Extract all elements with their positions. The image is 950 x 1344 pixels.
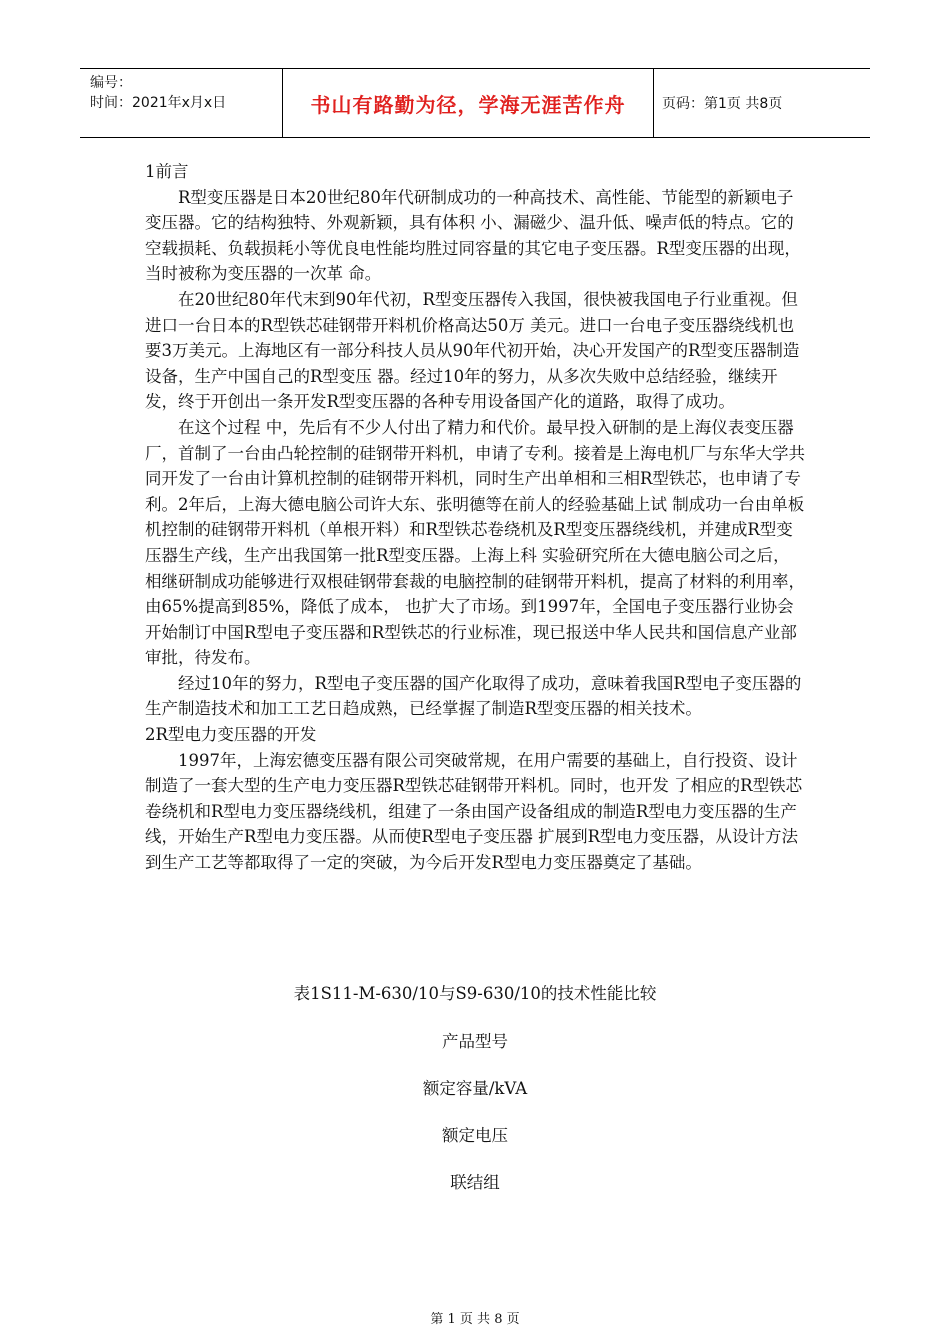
header-motto: 书山有路勤为径，学海无涯苦作舟 xyxy=(283,69,654,137)
time-label: 时间：2021年x月x日 xyxy=(90,95,227,111)
table-caption: 表1S11-M-630/10与S9-630/10的技术性能比较 xyxy=(293,984,657,1003)
page-footer: 第 1 页 共 8 页 xyxy=(430,1312,520,1327)
document-header xyxy=(80,68,870,138)
paragraph-1: R型变压器是日本20世纪80年代研制成功的一种高技术、高性能、节能型的新颖电子变压器。它的结构独特、外观新颖，具有体积 小、漏磁少、温升低、噪声低的特点。它的空载损耗、负载损耗小等优良电性能均胜过同容量的其它电子变压器。R型变压器的出现，当时被称为变压器的一次革 命。 xyxy=(145,187,801,284)
number-label: 编号： xyxy=(90,75,132,91)
paragraph-3: 在这个过程 中，先后有不少人付出了精力和代价。最早投入研制的是上海仪表变压器厂，首制了一台由凸轮控制的硅钢带开料机，申请了专利。接着是上海电机厂与东华大学共 同开发了一台由计算机控制的硅钢带开料机，同时生产出单相和三相R型铁芯，也申请了专利。2年后，上海大德电脑公司许大东、张明德等在前人的经验基础上试 制成功一台由单板机控制的硅钢带开料机（单根开料）和R型铁芯卷绕机及R型变压器绕线机，并建成R型变压器生产线，生产出我国第一批R型变压器。上海上科 实验研究所在大德电脑公司之后，相继研制成功能够进行双根硅钢带套裁的电脑控制的硅钢带开料机，提高了材料的利用率，由65%提高到85%，降低了成本， 也扩大了市场。到1997年，全国电子变压器行业协会开始制订中国R型电子变压器和R型铁芯的行业标准，现已报送中华人民共和国信息产业部审批，待发布。 xyxy=(145,417,805,668)
paragraph-4: 经过10年的努力，R型电子变压器的国产化取得了成功，意味着我国R型电子变压器的生产制造技术和加工工艺日趋成熟，已经掌握了制造R型变压器的相关技术。 xyxy=(145,673,802,719)
table-row-label: 额定电压 xyxy=(442,1126,508,1145)
table-row-label: 产品型号 xyxy=(442,1032,508,1051)
header-meta xyxy=(80,69,283,137)
paragraph-2: 在20世纪80年代末到90年代初，R型变压器传入我国，很快被我国电子行业重视。但进口一台日本的R型铁芯硅钢带开料机价格高达50万 美元。进口一台电子变压器绕线机也要3万美元。上海地区有一部分科技人员从90年代初开始，决心开发国产的R型变压器制造设备，生产中国自己的R型变压 器。经过10年的努力，从多次失败中总结经验，继续开发，终于开创出一条开发R型变压器的各种专用设备国产化的道路，取得了成功。 xyxy=(145,289,800,412)
header-page-info: 页码：第1页 共8页 xyxy=(662,96,783,112)
paragraph-5: 1997年，上海宏德变压器有限公司突破常规，在用户需要的基础上，自行投资、设计制造了一套大型的生产电力变压器R型铁芯硅钢带开料机。同时，也开发 了相应的R型铁芯卷绕机和R型电力变压器绕线机，组建了一条由国产设备组成的制造R型电力变压器的生产线，开始生产R型电力变压器。从而使R型电子变压器 扩展到R型电力变压器，从设计方法到生产工艺等都取得了一定的突破，为今后开发R型电力变压器奠定了基础。 xyxy=(145,750,803,873)
section-2-title: 2R型电力变压器的开发 xyxy=(145,725,317,745)
document-body xyxy=(145,159,805,876)
table-row-label: 额定容量/kVA xyxy=(422,1079,528,1098)
section-1-title: 1前言 xyxy=(145,162,189,181)
table-row-label: 联结组 xyxy=(450,1173,500,1192)
